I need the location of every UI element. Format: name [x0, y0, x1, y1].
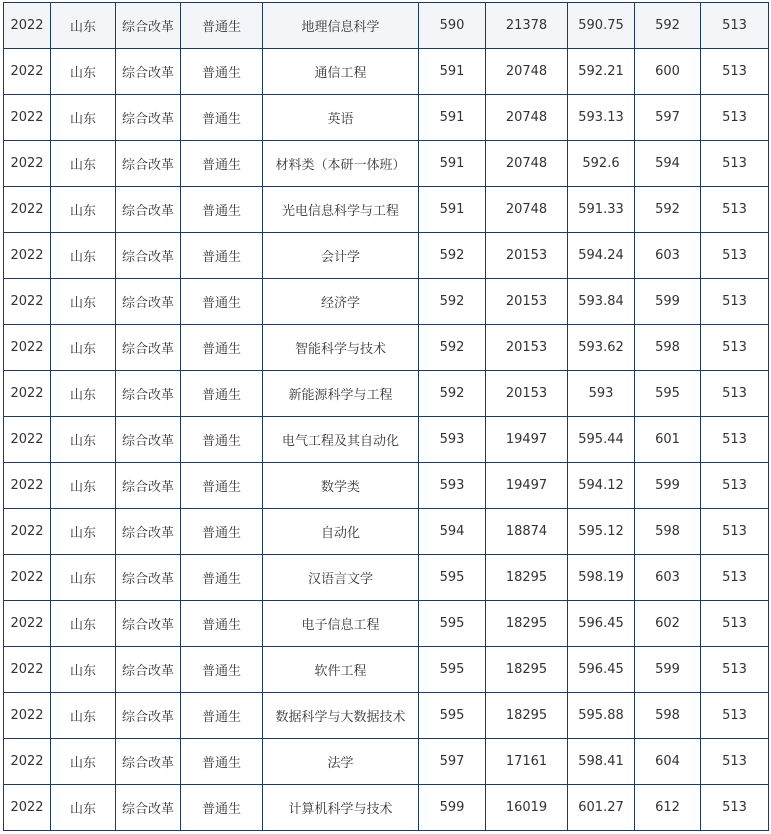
cell-min-rank: 20748: [486, 95, 568, 141]
table-row: [4, 693, 769, 739]
cell-major: 电气工程及其自动化: [263, 417, 419, 463]
table-row: [4, 739, 769, 785]
cell-year: 2022: [4, 49, 51, 95]
cell-province: 山东: [51, 417, 116, 463]
cell-max-score: 603: [635, 555, 701, 601]
cell-max-score: 599: [635, 463, 701, 509]
cell-province: 山东: [51, 555, 116, 601]
cell-max-score: 604: [635, 739, 701, 785]
cell-max-score: 598: [635, 693, 701, 739]
cell-avg-score: 591.33: [568, 187, 635, 233]
cell-major: 计算机科学与技术: [263, 785, 419, 831]
cell-major: 数学类: [263, 463, 419, 509]
cell-avg-score: 590.75: [568, 3, 635, 49]
cell-category: 综合改革: [116, 325, 181, 371]
cell-category: 综合改革: [116, 141, 181, 187]
cell-max-score: 597: [635, 95, 701, 141]
cell-student-type: 普通生: [181, 509, 263, 555]
cell-province: 山东: [51, 187, 116, 233]
cell-major: 自动化: [263, 509, 419, 555]
cell-avg-score: 596.45: [568, 601, 635, 647]
cell-category: 综合改革: [116, 693, 181, 739]
cell-year: 2022: [4, 95, 51, 141]
cell-min-score: 594: [419, 509, 486, 555]
cell-avg-score: 592.6: [568, 141, 635, 187]
cell-min-score: 592: [419, 233, 486, 279]
cell-control-line: 513: [701, 49, 769, 95]
cell-province: 山东: [51, 141, 116, 187]
cell-student-type: 普通生: [181, 233, 263, 279]
cell-max-score: 598: [635, 325, 701, 371]
cell-student-type: 普通生: [181, 601, 263, 647]
cell-max-score: 598: [635, 509, 701, 555]
cell-category: 综合改革: [116, 739, 181, 785]
cell-category: 综合改革: [116, 279, 181, 325]
cell-province: 山东: [51, 509, 116, 555]
cell-control-line: 513: [701, 601, 769, 647]
cell-category: 综合改革: [116, 509, 181, 555]
cell-major: 会计学: [263, 233, 419, 279]
cell-major: 通信工程: [263, 49, 419, 95]
cell-max-score: 612: [635, 785, 701, 831]
table-row: [4, 325, 769, 371]
cell-min-rank: 17161: [486, 739, 568, 785]
table-row: [4, 463, 769, 509]
cell-year: 2022: [4, 325, 51, 371]
cell-major: 智能科学与技术: [263, 325, 419, 371]
cell-max-score: 592: [635, 187, 701, 233]
cell-major: 软件工程: [263, 647, 419, 693]
cell-min-score: 595: [419, 647, 486, 693]
cell-year: 2022: [4, 463, 51, 509]
cell-control-line: 513: [701, 279, 769, 325]
cell-control-line: 513: [701, 739, 769, 785]
cell-min-score: 591: [419, 187, 486, 233]
cell-student-type: 普通生: [181, 739, 263, 785]
table-row: [4, 647, 769, 693]
cell-year: 2022: [4, 279, 51, 325]
cell-category: 综合改革: [116, 555, 181, 601]
cell-category: 综合改革: [116, 187, 181, 233]
cell-control-line: 513: [701, 555, 769, 601]
cell-avg-score: 601.27: [568, 785, 635, 831]
cell-control-line: 513: [701, 3, 769, 49]
cell-min-rank: 20153: [486, 279, 568, 325]
cell-control-line: 513: [701, 417, 769, 463]
table-row: [4, 95, 769, 141]
cell-major: 法学: [263, 739, 419, 785]
cell-year: 2022: [4, 601, 51, 647]
cell-province: 山东: [51, 49, 116, 95]
cell-province: 山东: [51, 279, 116, 325]
cell-min-rank: 18295: [486, 555, 568, 601]
cell-min-rank: 20153: [486, 371, 568, 417]
cell-max-score: 594: [635, 141, 701, 187]
table-row: [4, 785, 769, 831]
cell-avg-score: 594.24: [568, 233, 635, 279]
cell-max-score: 602: [635, 601, 701, 647]
cell-major: 经济学: [263, 279, 419, 325]
cell-student-type: 普通生: [181, 647, 263, 693]
cell-category: 综合改革: [116, 371, 181, 417]
cell-category: 综合改革: [116, 601, 181, 647]
cell-student-type: 普通生: [181, 693, 263, 739]
cell-min-rank: 19497: [486, 463, 568, 509]
cell-province: 山东: [51, 371, 116, 417]
cell-student-type: 普通生: [181, 279, 263, 325]
cell-category: 综合改革: [116, 3, 181, 49]
cell-min-rank: 16019: [486, 785, 568, 831]
cell-year: 2022: [4, 647, 51, 693]
cell-min-score: 595: [419, 693, 486, 739]
cell-province: 山东: [51, 601, 116, 647]
cell-year: 2022: [4, 417, 51, 463]
table-row: [4, 187, 769, 233]
cell-min-score: 595: [419, 601, 486, 647]
cell-year: 2022: [4, 693, 51, 739]
cell-avg-score: 598.41: [568, 739, 635, 785]
cell-province: 山东: [51, 739, 116, 785]
cell-avg-score: 593.13: [568, 95, 635, 141]
cell-province: 山东: [51, 693, 116, 739]
cell-min-score: 592: [419, 371, 486, 417]
cell-avg-score: 595.12: [568, 509, 635, 555]
cell-avg-score: 593: [568, 371, 635, 417]
cell-student-type: 普通生: [181, 785, 263, 831]
cell-student-type: 普通生: [181, 3, 263, 49]
table-row: [4, 417, 769, 463]
cell-province: 山东: [51, 3, 116, 49]
cell-major: 英语: [263, 95, 419, 141]
cell-max-score: 603: [635, 233, 701, 279]
cell-year: 2022: [4, 141, 51, 187]
table-row: [4, 555, 769, 601]
cell-max-score: 601: [635, 417, 701, 463]
cell-control-line: 513: [701, 95, 769, 141]
cell-min-rank: 21378: [486, 3, 568, 49]
cell-major: 电子信息工程: [263, 601, 419, 647]
cell-year: 2022: [4, 187, 51, 233]
cell-province: 山东: [51, 95, 116, 141]
cell-avg-score: 595.44: [568, 417, 635, 463]
cell-province: 山东: [51, 233, 116, 279]
table-row: [4, 3, 769, 49]
cell-year: 2022: [4, 739, 51, 785]
cell-category: 综合改革: [116, 49, 181, 95]
cell-avg-score: 593.62: [568, 325, 635, 371]
cell-min-score: 591: [419, 49, 486, 95]
cell-min-rank: 18874: [486, 509, 568, 555]
cell-max-score: 599: [635, 647, 701, 693]
cell-control-line: 513: [701, 233, 769, 279]
cell-major: 光电信息科学与工程: [263, 187, 419, 233]
cell-category: 综合改革: [116, 233, 181, 279]
cell-category: 综合改革: [116, 417, 181, 463]
cell-avg-score: 593.84: [568, 279, 635, 325]
cell-year: 2022: [4, 3, 51, 49]
cell-student-type: 普通生: [181, 141, 263, 187]
cell-max-score: 592: [635, 3, 701, 49]
cell-avg-score: 596.45: [568, 647, 635, 693]
cell-min-rank: 19497: [486, 417, 568, 463]
cell-year: 2022: [4, 371, 51, 417]
cell-min-score: 597: [419, 739, 486, 785]
cell-avg-score: 594.12: [568, 463, 635, 509]
cell-student-type: 普通生: [181, 49, 263, 95]
table-row: [4, 509, 769, 555]
cell-control-line: 513: [701, 785, 769, 831]
table-row: [4, 141, 769, 187]
cell-student-type: 普通生: [181, 371, 263, 417]
cell-max-score: 599: [635, 279, 701, 325]
cell-category: 综合改革: [116, 785, 181, 831]
cell-student-type: 普通生: [181, 325, 263, 371]
cell-control-line: 513: [701, 325, 769, 371]
cell-major: 汉语言文学: [263, 555, 419, 601]
cell-province: 山东: [51, 647, 116, 693]
cell-category: 综合改革: [116, 463, 181, 509]
cell-avg-score: 598.19: [568, 555, 635, 601]
table-row: [4, 49, 769, 95]
cell-category: 综合改革: [116, 647, 181, 693]
cell-student-type: 普通生: [181, 463, 263, 509]
cell-avg-score: 595.88: [568, 693, 635, 739]
cell-min-score: 593: [419, 463, 486, 509]
cell-student-type: 普通生: [181, 187, 263, 233]
cell-min-score: 591: [419, 141, 486, 187]
cell-major: 材料类（本研一体班）: [263, 141, 419, 187]
cell-control-line: 513: [701, 463, 769, 509]
cell-major: 地理信息科学: [263, 3, 419, 49]
table-row: [4, 601, 769, 647]
cell-province: 山东: [51, 325, 116, 371]
cell-min-score: 595: [419, 555, 486, 601]
cell-major: 新能源科学与工程: [263, 371, 419, 417]
admission-score-table: [3, 2, 769, 831]
cell-min-score: 592: [419, 325, 486, 371]
cell-student-type: 普通生: [181, 95, 263, 141]
cell-major: 数据科学与大数据技术: [263, 693, 419, 739]
table-row: [4, 279, 769, 325]
cell-min-rank: 18295: [486, 601, 568, 647]
cell-control-line: 513: [701, 509, 769, 555]
cell-min-score: 599: [419, 785, 486, 831]
cell-student-type: 普通生: [181, 417, 263, 463]
table-row: [4, 233, 769, 279]
cell-year: 2022: [4, 785, 51, 831]
cell-year: 2022: [4, 555, 51, 601]
cell-control-line: 513: [701, 141, 769, 187]
cell-year: 2022: [4, 509, 51, 555]
cell-min-rank: 20748: [486, 49, 568, 95]
cell-control-line: 513: [701, 187, 769, 233]
cell-category: 综合改革: [116, 95, 181, 141]
cell-avg-score: 592.21: [568, 49, 635, 95]
cell-student-type: 普通生: [181, 555, 263, 601]
cell-min-score: 591: [419, 95, 486, 141]
table-row: [4, 371, 769, 417]
cell-min-score: 590: [419, 3, 486, 49]
cell-max-score: 600: [635, 49, 701, 95]
cell-year: 2022: [4, 233, 51, 279]
cell-min-rank: 18295: [486, 647, 568, 693]
table-body: [4, 3, 769, 831]
cell-min-score: 593: [419, 417, 486, 463]
cell-min-rank: 20748: [486, 187, 568, 233]
cell-province: 山东: [51, 463, 116, 509]
cell-min-rank: 20748: [486, 141, 568, 187]
cell-province: 山东: [51, 785, 116, 831]
cell-min-score: 592: [419, 279, 486, 325]
cell-min-rank: 20153: [486, 325, 568, 371]
cell-control-line: 513: [701, 647, 769, 693]
cell-max-score: 595: [635, 371, 701, 417]
cell-min-rank: 18295: [486, 693, 568, 739]
cell-control-line: 513: [701, 371, 769, 417]
cell-min-rank: 20153: [486, 233, 568, 279]
cell-control-line: 513: [701, 693, 769, 739]
